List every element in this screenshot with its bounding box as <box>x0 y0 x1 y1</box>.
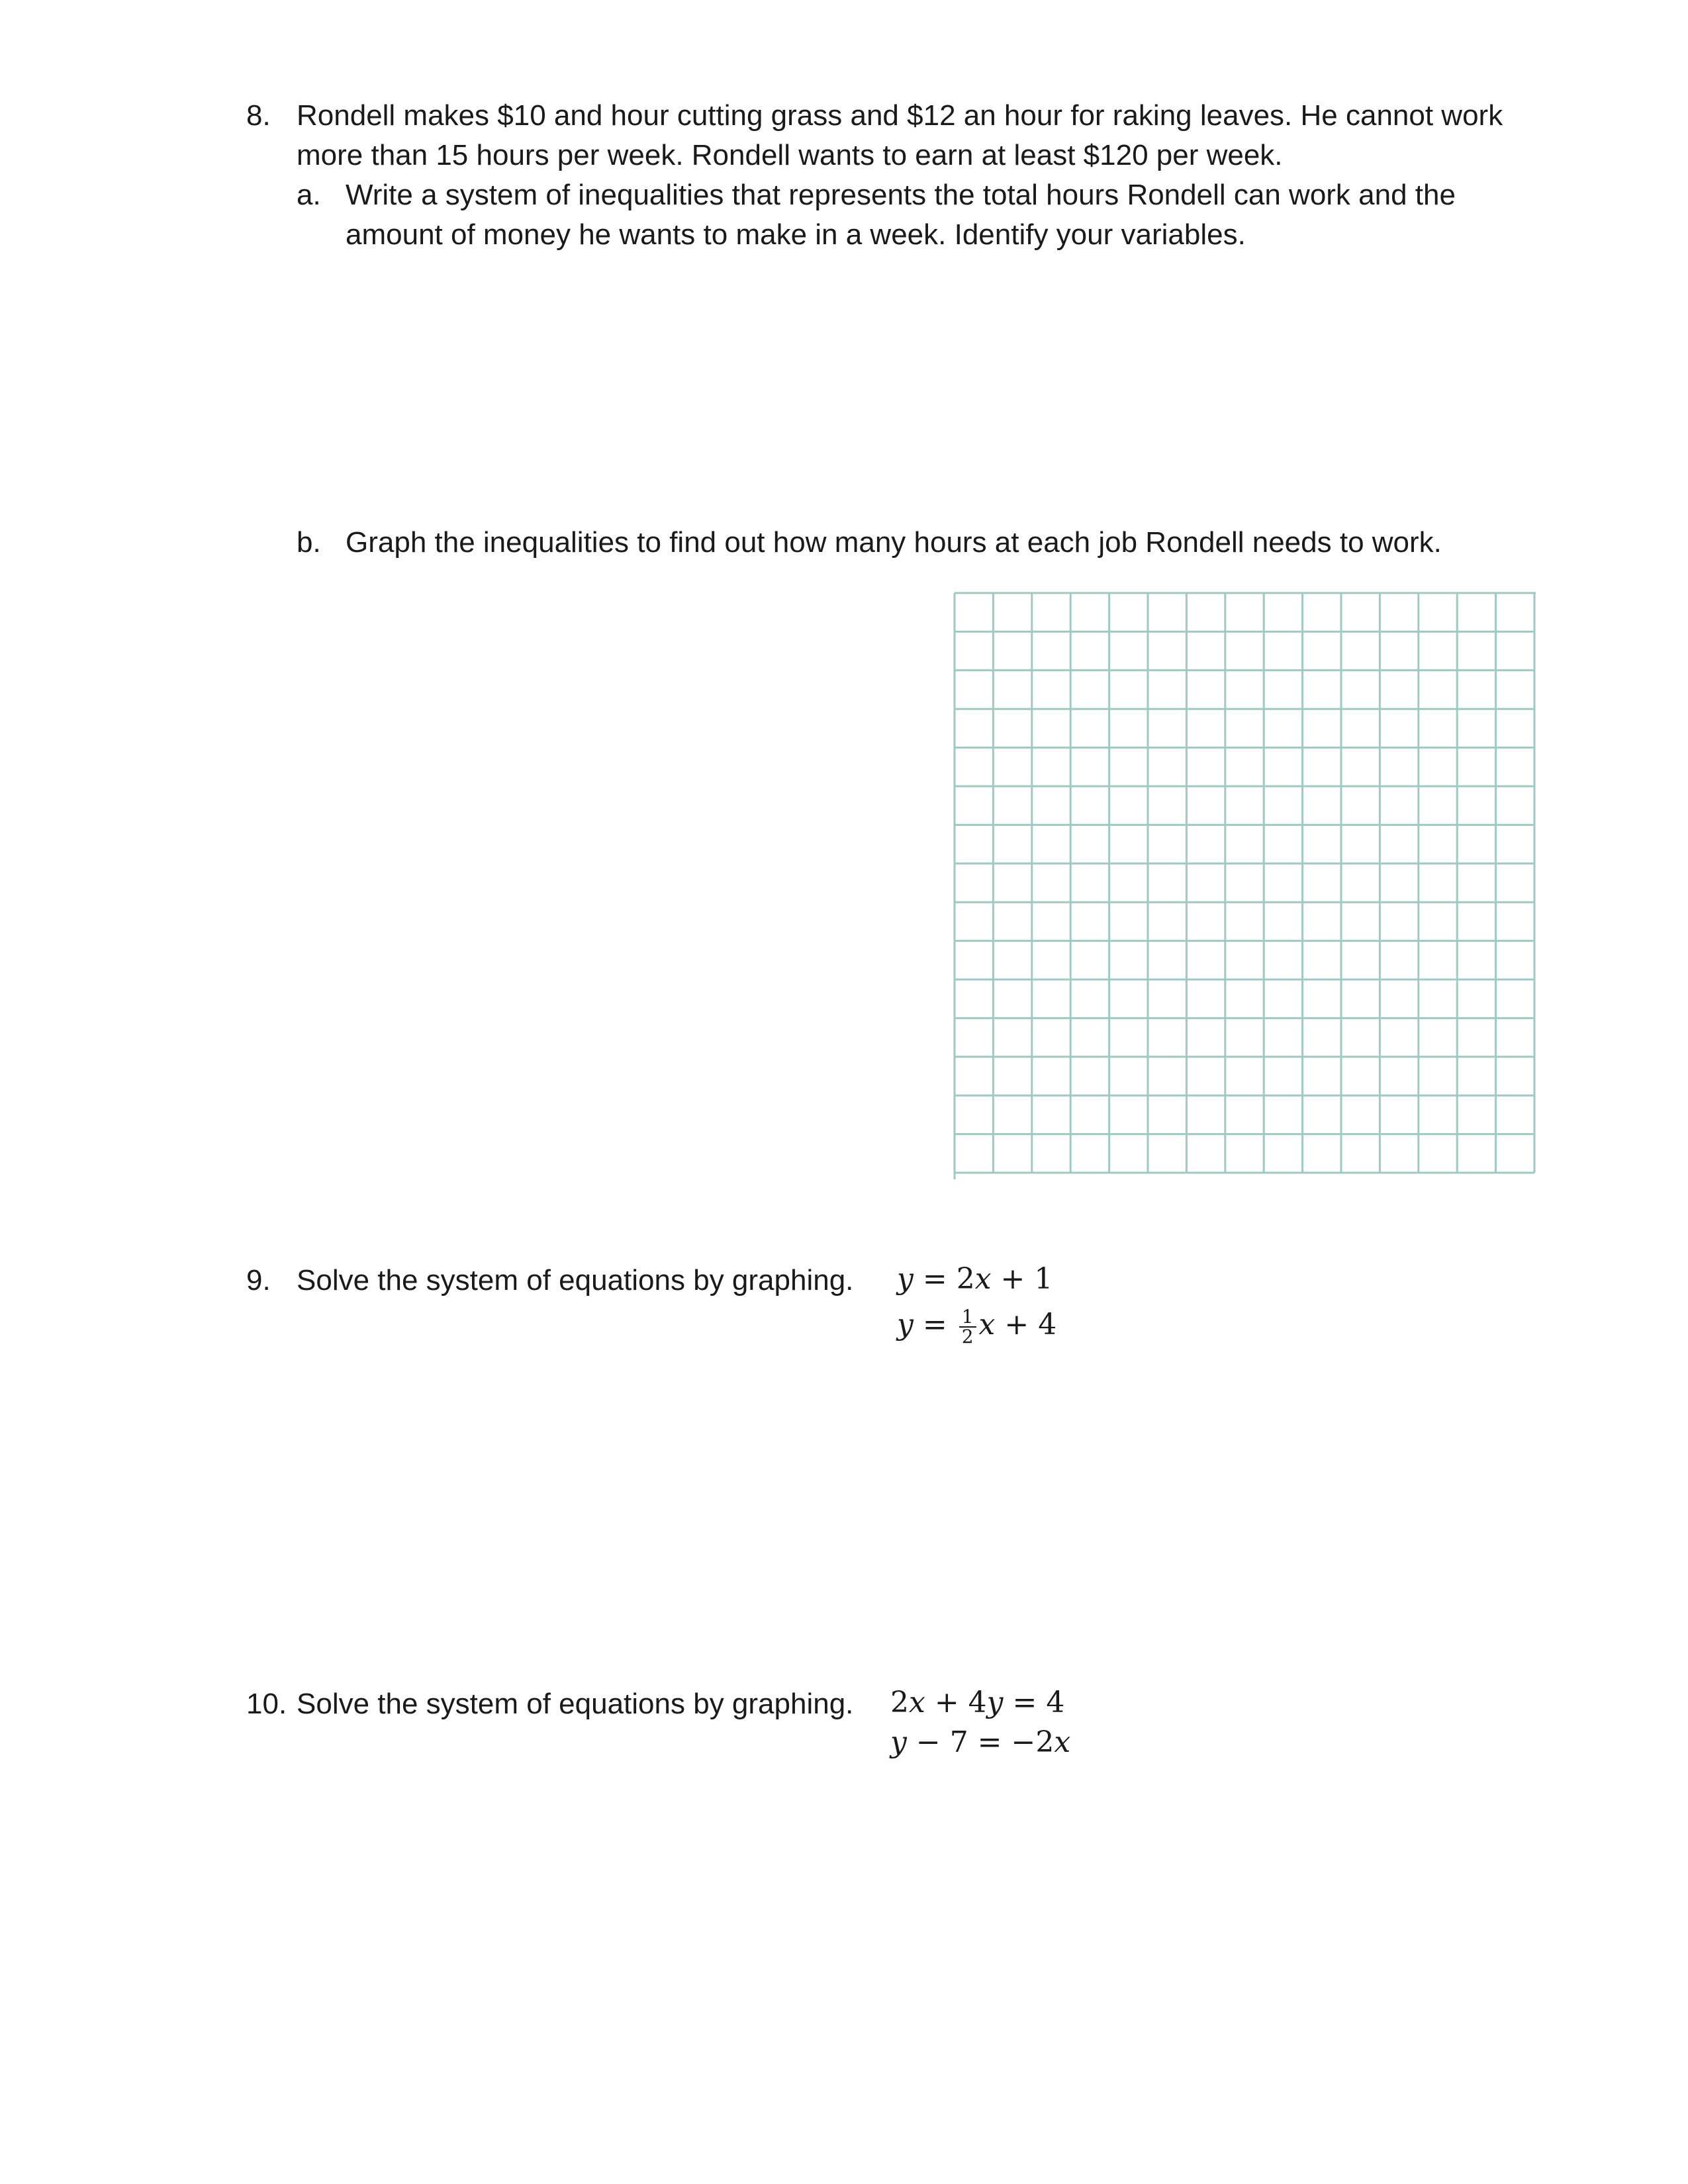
q10-eq1-coef: 2 <box>890 1686 909 1719</box>
q9-eq1-y: y <box>897 1262 914 1296</box>
q9-text: Solve the system of equations by graphing. <box>297 1264 854 1297</box>
q9-number: 9. <box>246 1264 271 1297</box>
graph-paper-grid <box>953 592 1536 1181</box>
q10-eq1-mid: + 4 <box>925 1686 987 1719</box>
q8-text-line2: more than 15 hours per week. Rondell wants to earn at least $120 per week. <box>297 139 1283 171</box>
q10-eq2-mid: − 7 = −2 <box>906 1725 1055 1759</box>
q10-eq1-tail: = 4 <box>1003 1686 1065 1719</box>
q10-equation-2 <box>890 1723 1070 1762</box>
q10-eq2-y: y <box>890 1725 907 1759</box>
q9-eq2-denominator: 2 <box>961 1325 974 1347</box>
q8b-text: Graph the inequalities to find out how many hours at each job Rondell needs to work. <box>346 526 1442 559</box>
q10-number: 10. <box>246 1688 287 1720</box>
q9-equation-1 <box>897 1259 1053 1299</box>
q9-eq1-rhs: = 2 <box>913 1262 975 1296</box>
q10-eq1-y: y <box>986 1686 1004 1719</box>
q10-eq2-x: x <box>1054 1725 1071 1759</box>
q10-text: Solve the system of equations by graphing. <box>297 1688 854 1720</box>
q9-eq1-x: x <box>974 1262 992 1296</box>
q9-equation-2 <box>897 1305 1056 1346</box>
q9-eq2-numerator: 1 <box>959 1308 976 1328</box>
q9-eq2-tail: + 4 <box>995 1308 1057 1342</box>
q8-text-line1: Rondell makes $10 and hour cutting grass and $12 an hour for raking leaves. He cannot work <box>297 99 1503 132</box>
q8-number: 8. <box>246 99 271 132</box>
q8a-text-line1: Write a system of inequalities that represents the total hours Rondell can work and the <box>346 179 1456 211</box>
q9-eq2-y: y <box>897 1308 914 1342</box>
q9-eq2-equals: = <box>913 1308 957 1342</box>
q8a-text-line2: amount of money he wants to make in a week. Identify your variables. <box>346 218 1246 251</box>
q9-eq1-tail: + 1 <box>991 1262 1053 1296</box>
q9-eq2-x: x <box>978 1308 996 1342</box>
q8b-label: b. <box>297 526 321 559</box>
q10-equation-1 <box>890 1683 1064 1723</box>
q9-eq2-fraction <box>959 1305 976 1347</box>
q8a-label: a. <box>297 179 321 211</box>
q10-eq1-x: x <box>909 1686 925 1719</box>
